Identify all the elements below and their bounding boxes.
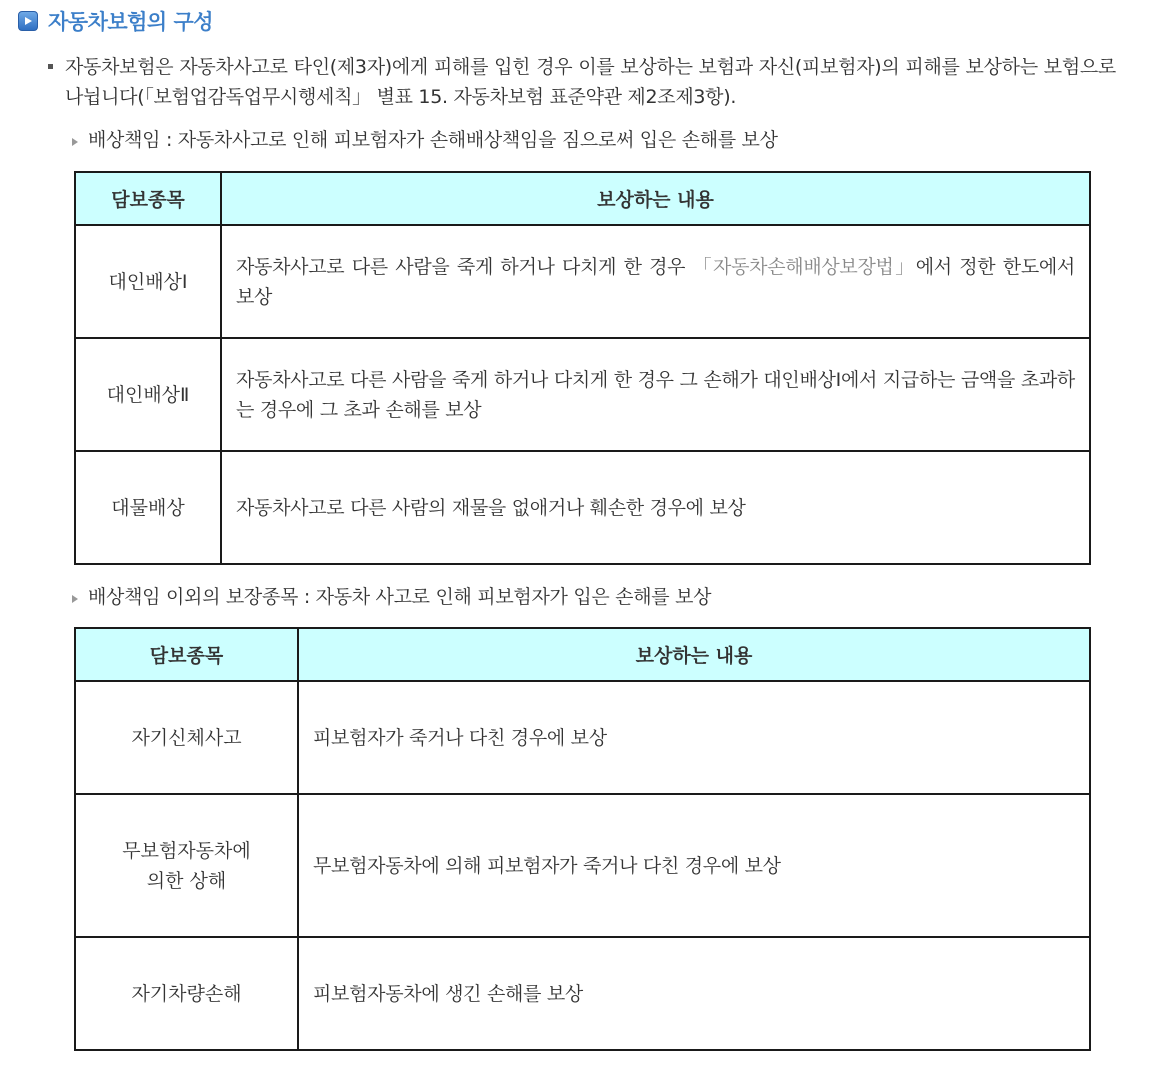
- other-coverage-table: [74, 627, 1091, 1051]
- play-icon: [18, 11, 38, 31]
- coverage-item: 대인배상Ⅱ: [75, 338, 221, 451]
- table-row: [75, 681, 1090, 794]
- other-heading: [72, 584, 711, 610]
- coverage-item: 대물배상: [75, 451, 221, 564]
- coverage-content: [221, 225, 1090, 338]
- coverage-content: 자동차사고로 다른 사람을 죽게 하거나 다치게 한 경우 그 손해가 대인배상Ⅰ에서 지급하는 금액을 초과하는 경우에 그 초과 손해를 보상: [221, 338, 1090, 451]
- coverage-content: 피보험자가 죽거나 다친 경우에 보상: [298, 681, 1090, 794]
- coverage-content-text: 에서 정한 한도에서 보상: [236, 255, 1075, 308]
- table-row: [75, 794, 1090, 937]
- liability-heading-text: 배상책임 : 자동차사고로 인해 피보험자가 손해배상책임을 짐으로써 입은 손해를 보상: [88, 129, 778, 151]
- column-header-item: 담보종목: [75, 172, 221, 225]
- column-header-content: 보상하는 내용: [298, 628, 1090, 681]
- other-heading-text: 배상책임 이외의 보장종목 : 자동차 사고로 인해 피보험자가 입은 손해를 보상: [88, 586, 712, 608]
- liability-heading: [72, 127, 778, 153]
- coverage-item: 자기차량손해: [75, 937, 298, 1050]
- section-title: 자동차보험의 구성: [48, 10, 214, 34]
- coverage-content: 자동차사고로 다른 사람의 재물을 없애거나 훼손한 경우에 보상: [221, 451, 1090, 564]
- column-header-content: 보상하는 내용: [221, 172, 1090, 225]
- coverage-item-line: 무보험자동차에: [122, 839, 251, 862]
- coverage-content: 무보험자동차에 의해 피보험자가 죽거나 다친 경우에 보상: [298, 794, 1090, 937]
- coverage-item: [75, 794, 298, 937]
- coverage-content: 피보험자동차에 생긴 손해를 보상: [298, 937, 1090, 1050]
- section-title-row: [18, 6, 213, 36]
- intro-paragraph: [48, 52, 1116, 112]
- coverage-item: 자기신체사고: [75, 681, 298, 794]
- table-row: [75, 937, 1090, 1050]
- liability-table: [74, 171, 1091, 565]
- square-bullet-icon: [48, 64, 53, 69]
- intro-text: 자동차보험은 자동차사고로 타인(제3자)에게 피해를 입힌 경우 이를 보상하는 보험과 자신(피보험자)의 피해를 보상하는 보험으로 나뉩니다(「보험업감독업무시행세칙」 별표 15. 자동차보험 표준약관 제2조제3항).: [65, 56, 1116, 108]
- column-header-item: 담보종목: [75, 628, 298, 681]
- table-header-row: [75, 172, 1090, 225]
- table-row: [75, 225, 1090, 338]
- coverage-content-text: 자동차사고로 다른 사람을 죽게 하거나 다치게 한 경우: [236, 255, 693, 278]
- arrow-bullet-icon: [72, 595, 78, 603]
- table-header-row: [75, 628, 1090, 681]
- arrow-bullet-icon: [72, 138, 78, 146]
- coverage-item-line: 의한 상해: [146, 869, 227, 892]
- law-reference: 「자동차손해배상보장법」: [692, 255, 916, 278]
- table-row: [75, 451, 1090, 564]
- coverage-item: 대인배상Ⅰ: [75, 225, 221, 338]
- table-row: [75, 338, 1090, 451]
